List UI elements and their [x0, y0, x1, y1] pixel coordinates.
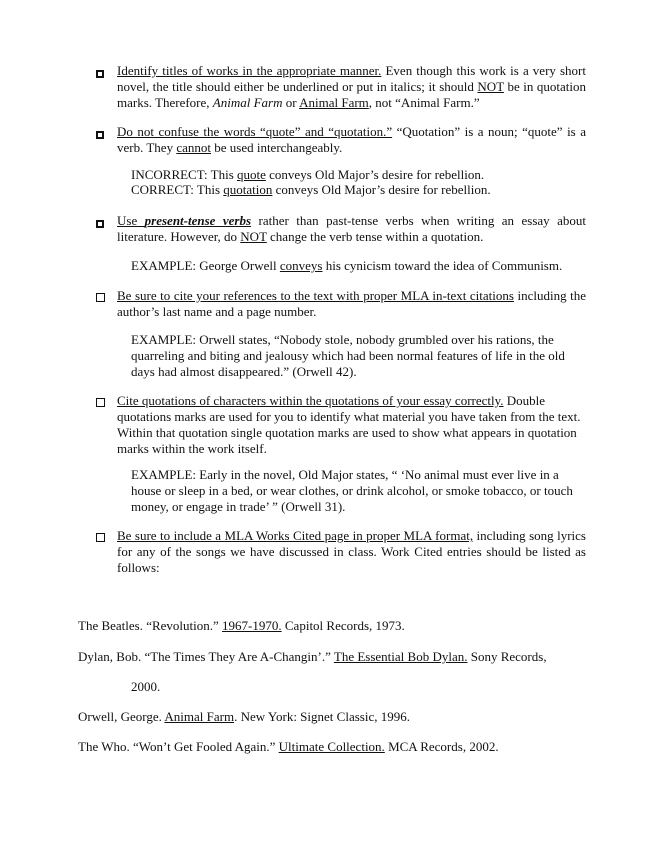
- tense-example: EXAMPLE: George Orwell conveys his cynicism toward the idea of Communism.: [131, 258, 563, 273]
- bullet-icon: [96, 129, 104, 145]
- guideline-lead: Use present-tense verbs: [117, 213, 252, 228]
- works-cited-entry: Dylan, Bob. “The Times They Are A-Changin’.” The Essential Bob Dylan. Sony Records,: [78, 649, 547, 664]
- guideline-lead: Do not confuse the words “quote” and “quotation.”: [117, 124, 393, 139]
- bullet-icon: [96, 68, 104, 84]
- works-cited-entry: The Beatles. “Revolution.” 1967-1970. Capitol Records, 1973.: [78, 618, 405, 633]
- guideline-works-cited: Be sure to include a MLA Works Cited page in proper MLA format, including song lyrics for any of the songs we have discussed in class. Work Cited entries should be listed as follows:: [117, 528, 586, 575]
- guideline-lead: Be sure to cite your references to the text with proper MLA in-text citations: [117, 288, 514, 303]
- works-cited-entry-continuation: 2000.: [131, 679, 161, 694]
- guideline-titles: Identify titles of works in the appropriate manner. Even though this work is a very short novel, the title should either be underlined or put in italics; it should NOT be in quotation marks. Therefore, Animal Farm or Animal Farm, not “Animal Farm.”: [117, 63, 586, 110]
- incorrect-example: INCORRECT: This quote conveys Old Major’s desire for rebellion.: [131, 167, 485, 182]
- correct-example: CORRECT: This quotation conveys Old Major’s desire for rebellion.: [131, 182, 491, 197]
- bullet-icon: [96, 397, 105, 413]
- guideline-lead: Be sure to include a MLA Works Cited page in proper MLA format,: [117, 528, 474, 543]
- bullet-icon: [96, 292, 105, 308]
- guideline-quote-quotation: Do not confuse the words “quote” and “quotation.” “Quotation” is a noun; “quote” is a verb. They cannot be used interchangeably.: [117, 124, 586, 155]
- guideline-present-tense: Use present-tense verbs rather than past-tense verbs when writing an essay about literature. However, do NOT change the verb tense within a quotation.: [117, 213, 586, 244]
- works-cited-entry: The Who. “Won’t Get Fooled Again.” Ultimate Collection. MCA Records, 2002.: [78, 739, 499, 754]
- works-cited-entry: Orwell, George. Animal Farm. New York: Signet Classic, 1996.: [78, 709, 410, 724]
- guideline-lead: Identify titles of works in the appropriate manner.: [117, 63, 382, 78]
- bullet-icon: [96, 218, 104, 234]
- guideline-nested-quotations: Cite quotations of characters within the quotations of your essay correctly. Double quotations marks are used for you to identify what material you have taken from the text. Within that quotation single quotation marks are used to show what appears in quotation marks within the work itself.: [117, 393, 581, 456]
- bullet-icon: [96, 532, 105, 548]
- nested-quote-example: EXAMPLE: Early in the novel, Old Major states, “ ‘No animal must ever live in a house or sleep in a bed, or wear clothes, or drink alcohol, or smoke tobacco, or touch money, or engage in trade’ ” (Orwell 31).: [131, 467, 573, 514]
- guideline-lead: Cite quotations of characters within the quotations of your essay correctly.: [117, 393, 504, 408]
- citation-example: EXAMPLE: Orwell states, “Nobody stole, nobody grumbled over his rations, the quarreling and biting and jealousy which had been normal features of life in the old days had almost disappeared.” (Orwell 42).: [131, 332, 565, 379]
- guideline-mla-citations: Be sure to cite your references to the text with proper MLA in-text citations including the author’s last name and a page number.: [117, 288, 586, 319]
